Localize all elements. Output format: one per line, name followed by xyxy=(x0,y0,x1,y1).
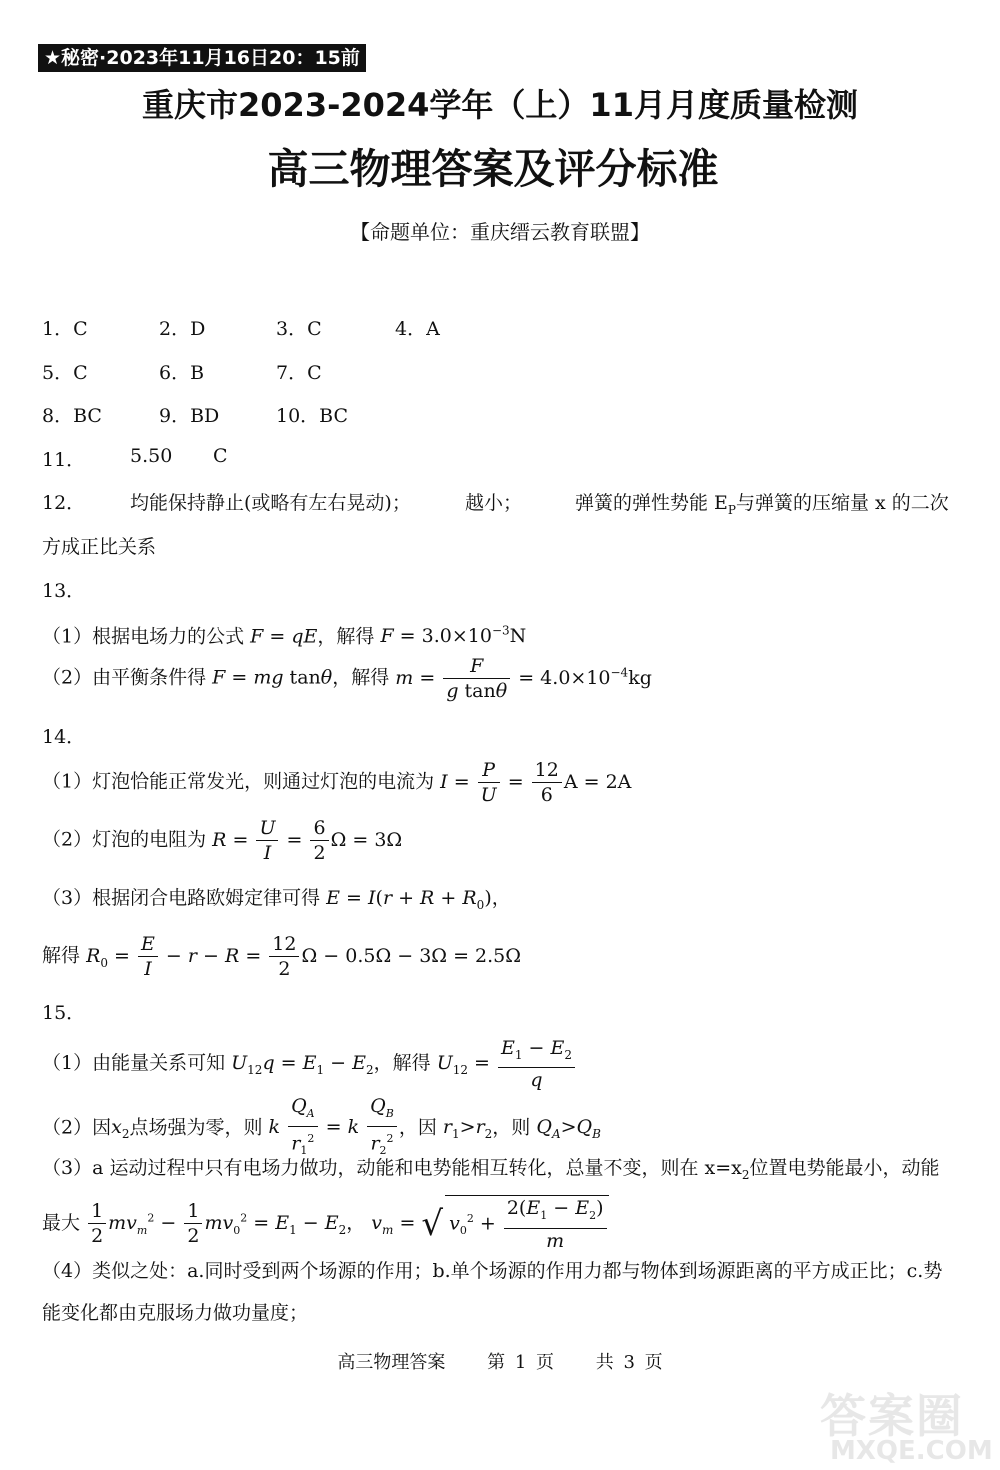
formula: $F = 3.0\times 10^{-3}N$ xyxy=(380,624,527,648)
q13-part-2: （2）由平衡条件得 F = mg tanθ，解得 m = $\frac{F}{\text{g tanθ}}$ = $4.0\times 10^{-4}kg$ xyxy=(42,655,652,702)
page-footer xyxy=(0,1348,1000,1374)
answer-item: 9．BD xyxy=(159,405,220,427)
footer-page-number: 第 1 页 xyxy=(487,1352,554,1373)
formula: k $\frac{Q_A}{r_1^2}$ = k $\frac{Q_B}{r_2^2}$ xyxy=(269,1116,399,1138)
q12-number: 12． xyxy=(42,492,86,514)
confidential-badge: ★秘密·2023年11月16日20：15前 xyxy=(38,44,366,72)
q15-part-1: （1）由能量关系可知 $U_{12}q = E_1 - E_2$，解得 $U_{12}$ = $\frac{E_1 - E_2}{q}$ xyxy=(42,1036,577,1092)
q13-number: 13． xyxy=(42,580,86,602)
q12-answer-2: 越小； xyxy=(465,492,523,514)
q15-number: 15． xyxy=(42,1002,86,1024)
q13-part-1: （1）根据电场力的公式 F = qE，解得 $F = 3.0\times 10^{-3}N$ xyxy=(42,624,527,648)
formula: $U_{12}$ = $\frac{E_1 - E_2}{q}$ xyxy=(437,1052,577,1074)
answer-item: 4．A xyxy=(395,318,440,340)
formula: $r_1>r_2$ xyxy=(442,1116,493,1142)
q11-answer-1: 5.50 xyxy=(130,445,173,467)
answer-item: 2．D xyxy=(159,318,206,340)
q12-answer-3-cont: 方成正比关系 xyxy=(42,536,157,558)
answer-item: 6．B xyxy=(159,362,205,384)
q15-part-4-cont: 能变化都由克服场力做功量度； xyxy=(42,1302,309,1324)
q11-answer-2: C xyxy=(213,445,228,467)
q14-part-3: （3）根据闭合电路欧姆定律可得 $E = I(r + R + R_0)$， xyxy=(42,887,511,912)
answer-item: 5．C xyxy=(42,362,88,384)
formula: $U_{12}q = E_1 - E_2$ xyxy=(231,1051,374,1077)
formula: $x_2$ xyxy=(111,1116,130,1142)
author-unit: 【命题单位：重庆缙云教育联盟】 xyxy=(350,220,650,244)
answer-item: 1．C xyxy=(42,318,88,340)
answer-item: 3．C xyxy=(276,318,322,340)
formula: $\frac{1}{2}$ $mv_m^2$ − $\frac{1}{2}$ $mv_0^2 = E_1 - E_2$， $v_m$ = √ $v_0^2$ + $\frac{2(E_1 - E_2)}{m}$ xyxy=(86,1212,608,1234)
formula: $E = I(r + R + R_0)$ xyxy=(326,887,492,912)
q14-number: 14． xyxy=(42,726,86,748)
q14-part-1: （1）灯泡恰能正常发光，则通过灯泡的电流为 I = $\frac{P}{U}$ = $\frac{12}{6}$ A = 2A xyxy=(42,759,632,806)
q14-part-2: （2）灯泡的电阻为 R = $\frac{U}{I}$ = $\frac{6}{2}$ Ω = 3Ω xyxy=(42,817,403,864)
q15-part-3-cont: 最大 $\frac{1}{2}$ $mv_m^2$ − $\frac{1}{2}$ $mv_0^2 = E_1 - E_2$， $v_m$ = √ $v_0^2$ + $\frac{2(E_1 - E_2)}{m}$ xyxy=(42,1195,609,1253)
formula: $R_0$ = $\frac{E}{I}$ − r − R = $\frac{12}{2}$ Ω − 0.5Ω − 3Ω = 2.5Ω xyxy=(86,933,522,980)
watermark-logo: 答案圈 MXQE.COM xyxy=(820,1389,993,1466)
exam-title: 重庆市2023-2024学年（上）11月月度质量检测 xyxy=(142,86,858,124)
q15-part-4: （4）类似之处：a.同时受到两个场源的作用；b.单个场源的作用力都与物体到场源距离的平方成正比；c.势 xyxy=(42,1260,943,1282)
formula: $Q_A>Q_B$ xyxy=(536,1116,601,1142)
formula: m = $\frac{F}{\text{g tanθ}}$ = $4.0\times 10^{-4}kg$ xyxy=(395,655,652,702)
answer-item: 8．BC xyxy=(42,405,102,427)
formula: R = $\frac{U}{I}$ = $\frac{6}{2}$ Ω = 3Ω xyxy=(212,817,403,864)
q15-part-2: （2）因$x_2$点场强为零，则 k $\frac{Q_A}{r_1^2}$ = k $\frac{Q_B}{r_2^2}$ ，因 $r_1>r_2$，则 $Q_A>Q_B$ xyxy=(42,1095,601,1157)
formula: F = mg tanθ xyxy=(212,666,333,689)
q14-part-4: 解得 $R_0$ = $\frac{E}{I}$ − r − R = $\frac{12}{2}$ Ω − 0.5Ω − 3Ω = 2.5Ω xyxy=(42,933,522,980)
formula: I = $\frac{P}{U}$ = $\frac{12}{6}$ A = 2A xyxy=(440,759,632,806)
formula: F = qE xyxy=(250,625,318,648)
q11-number: 11． xyxy=(42,449,86,471)
footer-doc-name: 高三物理答案 xyxy=(337,1352,446,1373)
footer-page-total: 共 3 页 xyxy=(595,1352,663,1373)
document-title: 高三物理答案及评分标准 xyxy=(267,145,719,193)
answer-item: 10．BC xyxy=(276,405,349,427)
answer-item: 7．C xyxy=(276,362,322,384)
q15-part-3: （3）a 运动过程中只有电场力做功，动能和电势能相互转化，总量不变，则在 $x=x_2$位置电势能最小，动能 xyxy=(42,1157,940,1182)
q12-answer-1: 均能保持静止(或略有左右晃动)； xyxy=(130,492,411,514)
q12-answer-3: 弹簧的弹性势能 $E_P$与弹簧的压缩量 x 的二次 xyxy=(575,492,949,517)
